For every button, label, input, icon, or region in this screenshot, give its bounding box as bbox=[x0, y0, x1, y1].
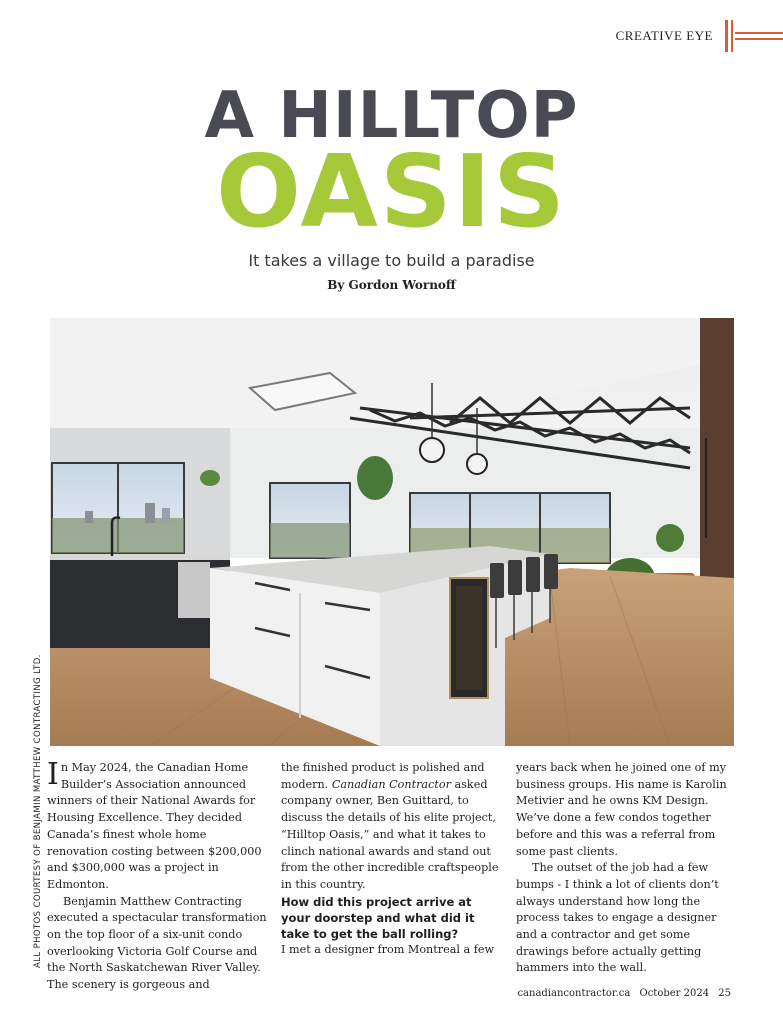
body-column-1 bbox=[47, 757, 269, 994]
page-footer bbox=[511, 988, 731, 999]
article-subtitle: It takes a village to build a paradise bbox=[248, 251, 535, 270]
section-tag: CREATIVE EYE bbox=[615, 28, 713, 43]
headline-line-2: OASIS bbox=[216, 133, 567, 250]
footer-issue: October 2024 bbox=[639, 988, 710, 999]
kitchen-photo bbox=[50, 318, 734, 746]
paragraph-text: n May 2024, the Canadian Home Builder’s Association announced winners of their National Awards for Housing Excellence. They decided Canada’s finest whole home renovation costing between $200,000 and $300,000 was a project in Edmonton. bbox=[47, 761, 262, 891]
page-number: 25 bbox=[718, 988, 731, 999]
section-accent-bars bbox=[723, 20, 783, 52]
paragraph-text: asked company owner, Ben Guittard, to discuss the details of his elite project, “Hilltop Oasis,” and what it takes to clinch national awards and stand out from the other incredible craftspeople in this country. bbox=[281, 777, 499, 891]
footer-site: canadiancontractor.ca bbox=[517, 988, 631, 999]
photo-credit: ALL PHOTOS COURTESY OF BENJAMIN MATTHEW CONTRACTING LTD. bbox=[33, 654, 43, 968]
body-paragraph: The outset of the job had a few bumps - I think a lot of clients don’t always understand how long the process takes to engage a designer and a contractor and get some drawings before actually getting hammers into the wall. bbox=[516, 861, 719, 975]
body-paragraph: I met a designer from Montreal a few bbox=[281, 942, 495, 956]
article-byline: By Gordon Wornoff bbox=[327, 278, 456, 292]
body-paragraph: years back when he joined one of my business groups. His name is Karolin Metivier and he owns KM Design. We’ve done a few condos together before and this was a referral from some past clients. bbox=[516, 761, 727, 858]
headline-line-1: A HILLTOP bbox=[204, 79, 579, 153]
body-column-2 bbox=[281, 760, 503, 958]
paragraph-text: the finished product is polished and modern. bbox=[281, 761, 485, 791]
body-paragraph: Benjamin Matthew Contracting executed a spectacular transformation on the top floor of a six-unit condo overlooking Victoria Golf Course and the North Saskatchewan River Valley. The scenery is gorgeous and bbox=[47, 894, 267, 992]
body-paragraph bbox=[47, 757, 269, 894]
body-paragraph bbox=[281, 760, 503, 894]
interview-question: How did this project arrive at your doorstep and what did it take to get the ball rolling? bbox=[281, 894, 475, 941]
body-column-3 bbox=[516, 760, 738, 977]
magazine-name: Canadian Contractor bbox=[331, 777, 451, 791]
drop-cap: I bbox=[47, 757, 59, 792]
